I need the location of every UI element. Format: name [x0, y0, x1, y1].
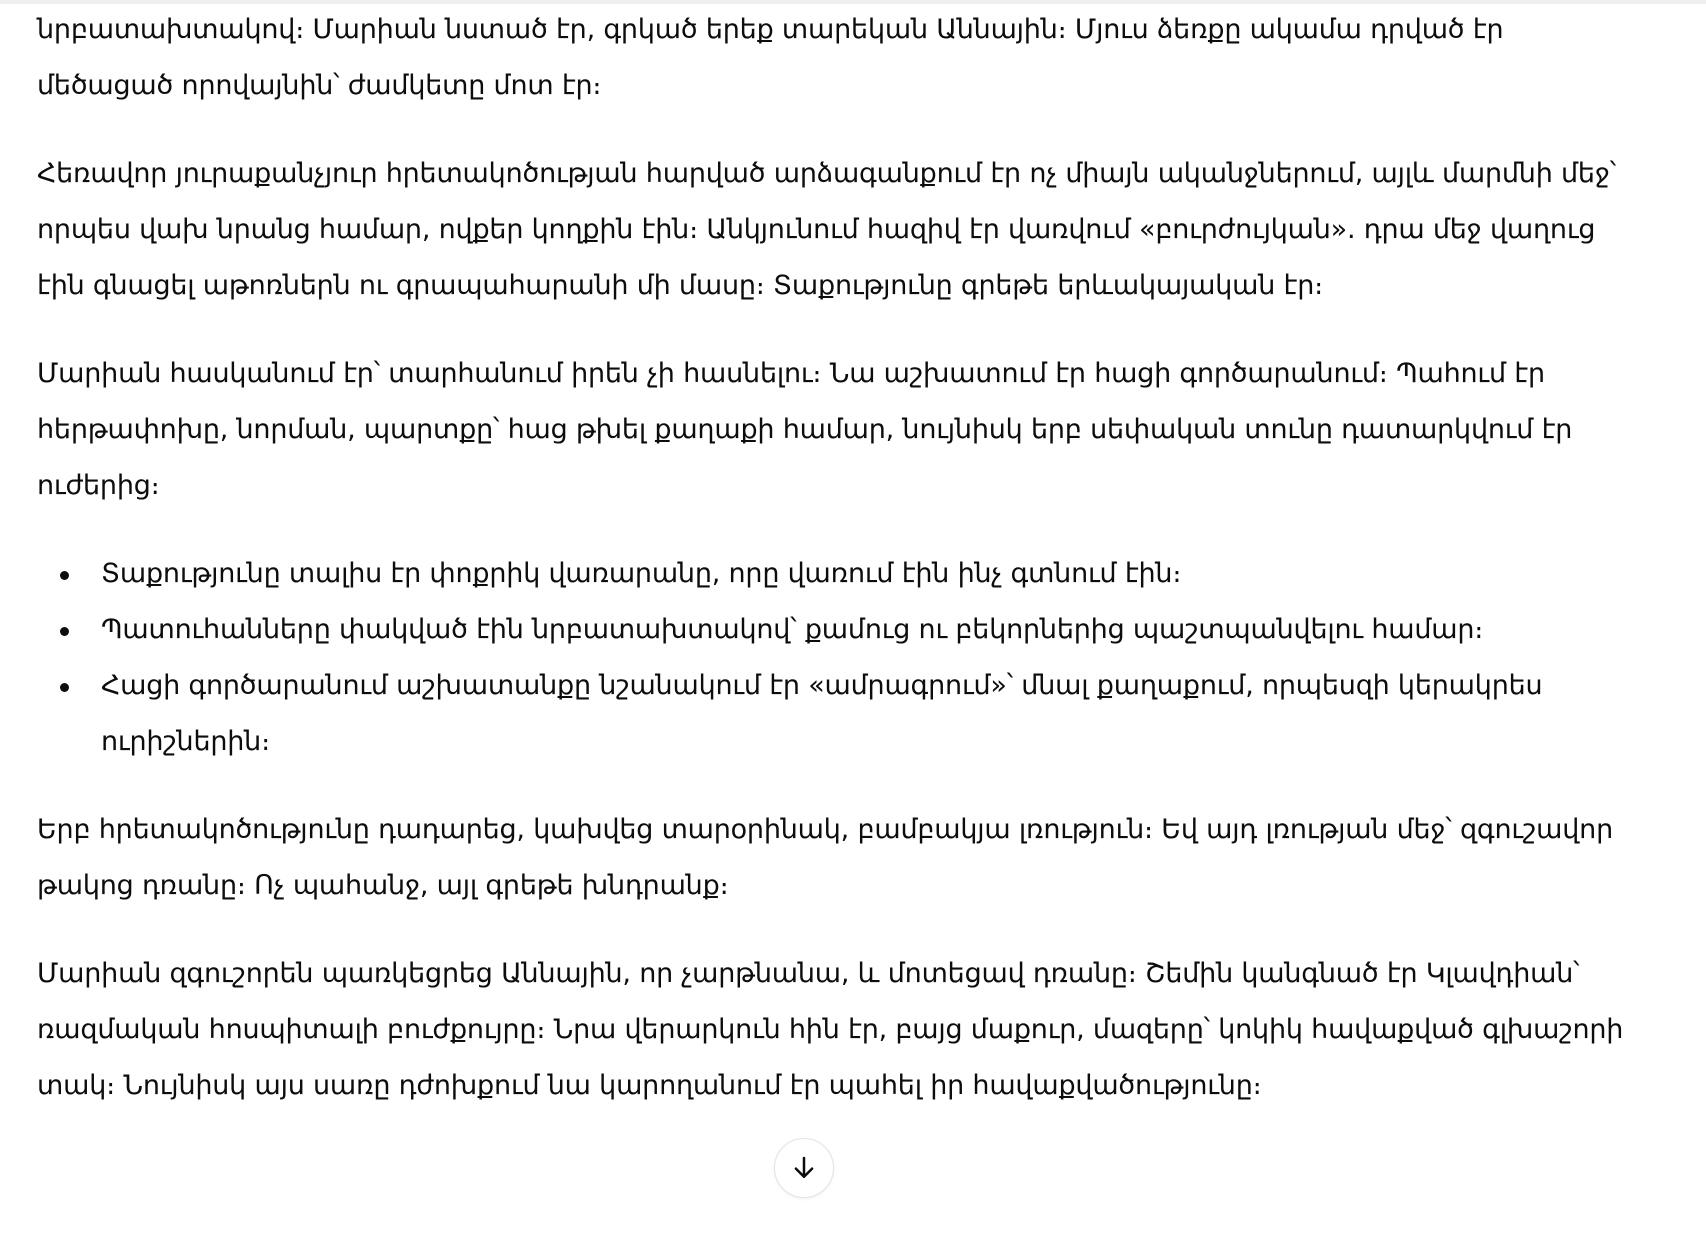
list-item [37, 546, 1637, 602]
paragraph: նրբատախտակով։ Մարիան նստած էր, գրկած երեք տարեկան Աննային։ Մյուս ձեռքը ակամա դրված էր մեծացած որովայնին՝ ժամկետը մոտ էր։ [37, 14, 1504, 101]
list-item-text: Տաքությունը տալիս էր փոքրիկ վառարանը, որը վառում էին ինչ գտնում էին։ [101, 558, 1182, 589]
bullet-dot-icon [60, 571, 69, 580]
list-item-text: Պատուհանները փակված էին նրբատախտակով՝ քամուց ու բեկորներից պաշտպանվելու համար։ [101, 614, 1484, 645]
bullet-dot-icon [60, 683, 69, 692]
scroll-to-bottom-button[interactable] [774, 1138, 834, 1198]
list-item [37, 658, 1637, 770]
arrow-down-icon [789, 1153, 819, 1183]
paragraph: Մարիան զգուշորեն պառկեցրեց Աննային, որ չարթնանա, և մոտեցավ դռանը։ Շեմին կանգնած էր Կլավդիան՝ ռազմական հոսպիտալի բուժքույրը։ Նրա վերարկուն հին էր, բայց մաքուր, մազերը՝ կոկիկ հավաքված գլխաշորի տակ։ Նույնիսկ այս սառը դժոխքում նա կարողանում էր պահել իր հավաքվածությունը։ [37, 958, 1624, 1101]
message-content [37, 2, 1637, 1114]
bullet-dot-icon [60, 627, 69, 636]
bullet-list [37, 546, 1637, 770]
paragraph: Երբ հրետակոծությունը դադարեց, կախվեց տարօրինակ, բամբակյա լռություն։ Եվ այդ լռության մեջ՝ զգուշավոր թակոց դռանը։ Ոչ պահանջ, այլ գրեթե խնդրանք։ [37, 814, 1613, 901]
paragraph: Մարիան հասկանում էր՝ տարհանում իրեն չի հասնելու։ Նա աշխատում էր հացի գործարանում։ Պահում էր հերթափոխը, նորման, պարտքը՝ հաց թխել քաղաքի համար, նույնիսկ երբ սեփական տունը դատարկվում էր ուժերից։ [37, 358, 1573, 501]
list-item-text: Հացի գործարանում աշխատանքը նշանակում էր «ամրագրում»՝ մնալ քաղաքում, որպեսզի կերակրես ուրիշներին։ [101, 670, 1543, 757]
paragraph: Հեռավոր յուրաքանչյուր հրետակոծության հարված արձագանքում էր ոչ միայն ականջներում, այլև մարմնի մեջ՝ որպես վախ նրանց համար, ովքեր կողքին էին։ Անկյունում հազիվ էր վառվում «բուրժույկան». դրա մեջ վաղուց էին գնացել աթոռներն ու գրապահարանի մի մասը։ Տաքությունը գրեթե երևակայական էր։ [37, 158, 1616, 301]
list-item [37, 602, 1637, 658]
